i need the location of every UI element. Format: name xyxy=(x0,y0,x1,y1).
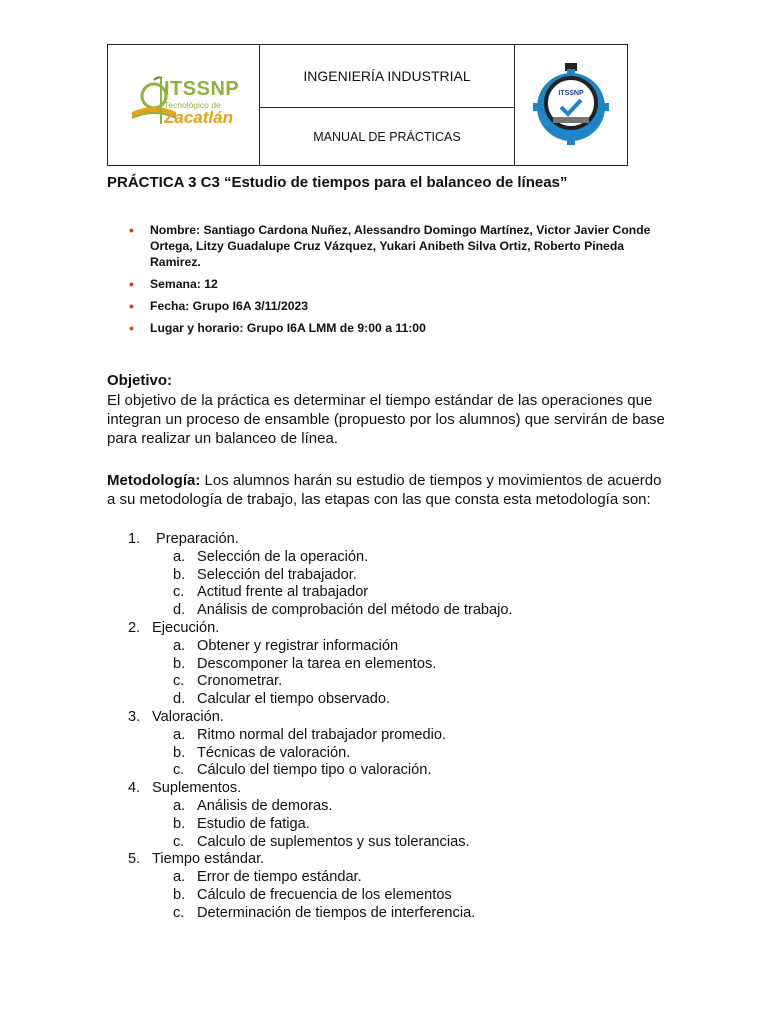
substep-letter: a. xyxy=(173,548,186,565)
objective-heading: Objetivo: xyxy=(107,372,173,389)
substep-letter: b. xyxy=(173,815,186,832)
substep-text: Cálculo de frecuencia de los elementos xyxy=(197,886,452,903)
substep-letter: d. xyxy=(173,691,186,708)
substep-text: Selección del trabajador. xyxy=(197,566,357,583)
substep-letter: a. xyxy=(173,637,186,654)
step-number: 2. xyxy=(128,619,141,636)
substep-letter: a. xyxy=(173,726,186,743)
substep-text: Estudio de fatiga. xyxy=(197,815,310,832)
header-subtitle: MANUAL DE PRÁCTICAS xyxy=(260,108,515,166)
substep-letter: c. xyxy=(173,584,185,601)
substep-text: Determinación de tiempos de interferencia. xyxy=(197,904,476,921)
substep-item xyxy=(107,673,667,691)
substep-text: Análisis de demoras. xyxy=(197,797,333,814)
substep-text: Obtener y registrar información xyxy=(197,637,399,654)
step-item xyxy=(107,780,667,798)
info-name-text: Nombre: Santiago Cardona Nuñez, Alessandro Domingo Martínez, Victor Javier Conde Ortega, Litzy Guadalupe Cruz Vázquez, Yukari Anibeth Silva Ortiz, Roberto Pineda Ramirez. xyxy=(150,223,651,269)
substep-item xyxy=(107,691,667,709)
substep-text: Ritmo normal del trabajador promedio. xyxy=(197,726,447,743)
substep-text: Descomponer la tarea en elementos. xyxy=(197,655,437,672)
badge-text: ITSSNP xyxy=(558,90,584,97)
substep-item xyxy=(107,762,667,780)
substep-letter: c. xyxy=(173,833,185,850)
substep-letter: c. xyxy=(173,904,185,921)
substep-text: Técnicas de valoración. xyxy=(197,744,351,761)
step-label: Valoración. xyxy=(152,708,224,725)
substep-text: Actitud frente al trabajador xyxy=(197,584,369,601)
info-list xyxy=(112,222,652,342)
logo-divider xyxy=(160,78,162,124)
substep-item xyxy=(107,638,667,656)
header-table xyxy=(107,44,628,166)
substep-item xyxy=(107,656,667,674)
info-week-text: Semana: 12 xyxy=(150,277,218,291)
info-date-text: Fecha: Grupo I6A 3/11/2023 xyxy=(150,299,309,313)
substep-text: Selección de la operación. xyxy=(197,548,369,565)
substep-item xyxy=(107,745,667,763)
step-item xyxy=(107,531,667,549)
info-item-schedule xyxy=(112,320,652,336)
substep-letter: b. xyxy=(173,886,186,903)
methodology-text: Los alumnos harán su estudio de tiempos y movimientos de acuerdo a su metodología de trabajo, las etapas con las que consta esta metodología son: xyxy=(107,472,662,508)
methodology-paragraph xyxy=(107,471,667,509)
objective-text: El objetivo de la práctica es determinar el tiempo estándar de las operaciones que integran un proceso de ensamble (propuesto por los alumnos) que servirán de base para realizar un balanceo de línea. xyxy=(107,392,665,447)
logo-line1: ITSSNP xyxy=(164,77,240,100)
substep-item xyxy=(107,887,667,905)
bullet-icon: • xyxy=(129,276,134,292)
step-item xyxy=(107,709,667,727)
step-label: Ejecución. xyxy=(152,619,220,636)
substep-text: Análisis de comprobación del método de trabajo. xyxy=(197,602,513,619)
substep-letter: d. xyxy=(173,602,186,619)
substep-item xyxy=(107,727,667,745)
step-number: 3. xyxy=(128,708,141,725)
step-number: 1. xyxy=(128,531,141,547)
practice-title: PRÁCTICA 3 C3 “Estudio de tiempos para el balanceo de líneas” xyxy=(107,174,568,191)
substep-letter: b. xyxy=(173,744,186,761)
logo-cell xyxy=(108,45,260,166)
substep-item xyxy=(107,567,667,585)
substep-letter: b. xyxy=(173,566,186,583)
step-item xyxy=(107,620,667,638)
substep-item xyxy=(107,584,667,602)
substep-item xyxy=(107,816,667,834)
substep-letter: c. xyxy=(173,762,185,779)
info-item-week xyxy=(112,276,652,292)
substep-letter: b. xyxy=(173,655,186,672)
substep-text: Calcular el tiempo observado. xyxy=(197,691,391,708)
bullet-icon: • xyxy=(129,298,134,314)
substep-text: Calculo de suplementos y sus tolerancias. xyxy=(197,833,470,850)
substep-text: Error de tiempo estándar. xyxy=(197,869,362,886)
substep-item xyxy=(107,798,667,816)
info-item-date xyxy=(112,298,652,314)
step-label: Suplementos. xyxy=(152,780,242,797)
badge-cell xyxy=(515,45,628,166)
step-item xyxy=(107,851,667,869)
methodology-heading: Metodología: xyxy=(107,472,201,489)
substep-item xyxy=(107,549,667,567)
bullet-icon: • xyxy=(129,320,134,336)
substep-letter: a. xyxy=(173,797,186,814)
methodology-steps xyxy=(107,531,667,923)
substep-item xyxy=(107,869,667,887)
substep-letter: c. xyxy=(173,673,185,690)
header-title: INGENIERÍA INDUSTRIAL xyxy=(260,45,515,108)
step-number: 4. xyxy=(128,780,141,797)
substep-item xyxy=(107,905,667,923)
logo-line3: Zacatlán xyxy=(164,107,233,127)
itssnp-logo xyxy=(108,48,259,163)
substep-item xyxy=(107,602,667,620)
substep-item xyxy=(107,834,667,852)
info-item-name xyxy=(112,222,652,270)
step-number: 5. xyxy=(128,851,141,868)
substep-text: Cronometrar. xyxy=(197,673,283,690)
logo-line2: Tecnológico de xyxy=(164,99,221,110)
substep-letter: a. xyxy=(173,869,186,886)
substep-text: Cálculo del tiempo tipo o valoración. xyxy=(197,762,432,779)
stopwatch-gear-icon xyxy=(515,45,627,160)
step-label: Preparación. xyxy=(152,531,239,547)
bullet-icon: • xyxy=(129,222,134,238)
step-label: Tiempo estándar. xyxy=(152,851,265,868)
info-schedule-text: Lugar y horario: Grupo I6A LMM de 9:00 a 11:00 xyxy=(150,321,426,335)
